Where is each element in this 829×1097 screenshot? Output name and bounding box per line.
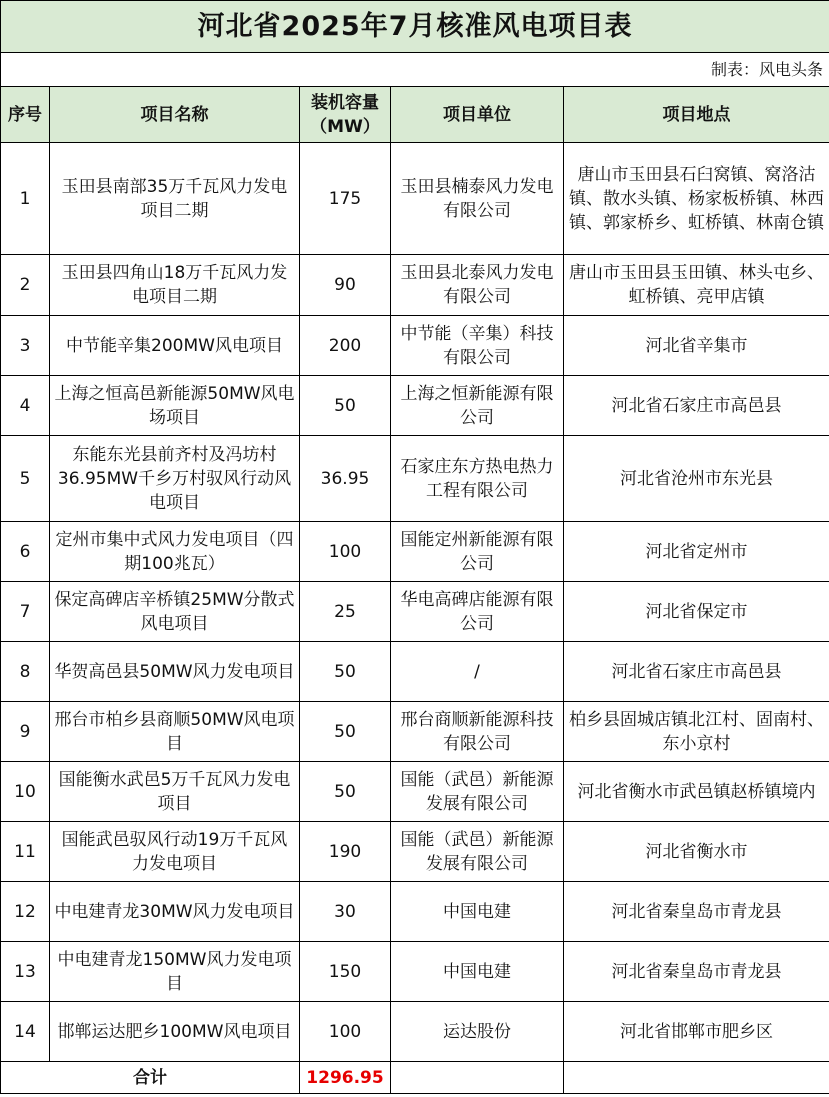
cell-name: 上海之恒高邑新能源50MW风电场项目 — [50, 376, 300, 436]
cell-location: 河北省邯郸市肥乡区 — [564, 1002, 829, 1062]
total-empty-unit — [391, 1062, 564, 1094]
cell-seq: 10 — [1, 762, 50, 822]
table-row — [1, 762, 829, 822]
header-capacity-line1: 装机容量 — [311, 92, 379, 113]
cell-name: 定州市集中式风力发电项目（四期100兆瓦） — [50, 522, 300, 582]
cell-seq: 8 — [1, 642, 50, 702]
table-row — [1, 822, 829, 882]
cell-unit: 上海之恒新能源有限公司 — [391, 376, 564, 436]
cell-capacity: 150 — [300, 942, 391, 1002]
header-name: 项目名称 — [50, 87, 300, 143]
total-value: 1296.95 — [300, 1062, 391, 1094]
total-row — [1, 1062, 829, 1094]
cell-seq: 13 — [1, 942, 50, 1002]
cell-location: 河北省石家庄市高邑县 — [564, 376, 829, 436]
cell-capacity: 36.95 — [300, 436, 391, 522]
cell-seq: 11 — [1, 822, 50, 882]
cell-name: 玉田县四角山18万千瓦风力发电项目二期 — [50, 255, 300, 316]
cell-seq: 6 — [1, 522, 50, 582]
table-row — [1, 882, 829, 942]
cell-capacity: 25 — [300, 582, 391, 642]
table-row — [1, 582, 829, 642]
header-capacity — [300, 87, 391, 143]
cell-unit: 玉田县北泰风力发电有限公司 — [391, 255, 564, 316]
cell-unit: 玉田县楠泰风力发电有限公司 — [391, 143, 564, 255]
cell-seq: 2 — [1, 255, 50, 316]
header-location: 项目地点 — [564, 87, 829, 143]
header-seq: 序号 — [1, 87, 50, 143]
cell-seq: 4 — [1, 376, 50, 436]
cell-location: 河北省保定市 — [564, 582, 829, 642]
cell-location: 河北省衡水市武邑镇赵桥镇境内 — [564, 762, 829, 822]
table-row — [1, 942, 829, 1002]
table-row — [1, 255, 829, 316]
cell-capacity: 90 — [300, 255, 391, 316]
cell-capacity: 190 — [300, 822, 391, 882]
cell-unit: 国能（武邑）新能源发展有限公司 — [391, 822, 564, 882]
cell-capacity: 30 — [300, 882, 391, 942]
cell-name: 玉田县南部35万千瓦风力发电项目二期 — [50, 143, 300, 255]
cell-name: 邯郸运达肥乡100MW风电项目 — [50, 1002, 300, 1062]
table-row — [1, 143, 829, 255]
cell-name: 华贺高邑县50MW风力发电项目 — [50, 642, 300, 702]
cell-seq: 9 — [1, 702, 50, 762]
cell-capacity: 100 — [300, 1002, 391, 1062]
table-row — [1, 316, 829, 376]
cell-capacity: 50 — [300, 642, 391, 702]
cell-location: 河北省衡水市 — [564, 822, 829, 882]
cell-unit: 华电高碑店能源有限公司 — [391, 582, 564, 642]
table-row — [1, 642, 829, 702]
cell-location: 唐山市玉田县石臼窝镇、窝洛沽镇、散水头镇、杨家板桥镇、林西镇、郭家桥乡、虹桥镇、林南仓镇 — [564, 143, 829, 255]
cell-name: 中节能辛集200MW风电项目 — [50, 316, 300, 376]
cell-unit: 石家庄东方热电热力工程有限公司 — [391, 436, 564, 522]
total-empty-location — [564, 1062, 829, 1094]
header-unit: 项目单位 — [391, 87, 564, 143]
cell-capacity: 50 — [300, 762, 391, 822]
cell-seq: 5 — [1, 436, 50, 522]
table-row — [1, 436, 829, 522]
cell-unit: 运达股份 — [391, 1002, 564, 1062]
cell-location: 河北省辛集市 — [564, 316, 829, 376]
cell-name: 中电建青龙30MW风力发电项目 — [50, 882, 300, 942]
cell-location: 河北省秦皇岛市青龙县 — [564, 942, 829, 1002]
header-row — [1, 87, 829, 143]
cell-name: 国能武邑驭风行动19万千瓦风力发电项目 — [50, 822, 300, 882]
cell-unit: / — [391, 642, 564, 702]
cell-name: 东能东光县前齐村及冯坊村36.95MW千乡万村驭风行动风电项目 — [50, 436, 300, 522]
cell-unit: 邢台商顺新能源科技有限公司 — [391, 702, 564, 762]
cell-seq: 14 — [1, 1002, 50, 1062]
cell-capacity: 175 — [300, 143, 391, 255]
table-title: 河北省2025年7月核准风电项目表 — [1, 1, 829, 53]
cell-seq: 7 — [1, 582, 50, 642]
cell-name: 中电建青龙150MW风力发电项目 — [50, 942, 300, 1002]
cell-location: 唐山市玉田县玉田镇、林头屯乡、虹桥镇、亮甲店镇 — [564, 255, 829, 316]
cell-capacity: 50 — [300, 376, 391, 436]
cell-name: 邢台市柏乡县商顺50MW风电项目 — [50, 702, 300, 762]
cell-name: 国能衡水武邑5万千瓦风力发电项目 — [50, 762, 300, 822]
cell-unit: 中国电建 — [391, 942, 564, 1002]
cell-name: 保定高碑店辛桥镇25MW分散式风电项目 — [50, 582, 300, 642]
table-row — [1, 376, 829, 436]
table-maker: 制表：风电头条 — [1, 53, 829, 87]
total-label: 合计 — [1, 1062, 300, 1094]
table-row — [1, 522, 829, 582]
cell-location: 柏乡县固城店镇北江村、固南村、东小京村 — [564, 702, 829, 762]
cell-unit: 国能（武邑）新能源发展有限公司 — [391, 762, 564, 822]
header-capacity-line2: （MW） — [310, 116, 380, 137]
cell-unit: 中国电建 — [391, 882, 564, 942]
cell-unit: 中节能（辛集）科技有限公司 — [391, 316, 564, 376]
cell-seq: 3 — [1, 316, 50, 376]
table-row — [1, 1002, 829, 1062]
cell-location: 河北省定州市 — [564, 522, 829, 582]
cell-seq: 12 — [1, 882, 50, 942]
cell-seq: 1 — [1, 143, 50, 255]
cell-location: 河北省秦皇岛市青龙县 — [564, 882, 829, 942]
cell-capacity: 200 — [300, 316, 391, 376]
cell-capacity: 50 — [300, 702, 391, 762]
cell-capacity: 100 — [300, 522, 391, 582]
table-body — [1, 143, 829, 1062]
table-row — [1, 702, 829, 762]
cell-location: 河北省沧州市东光县 — [564, 436, 829, 522]
cell-unit: 国能定州新能源有限公司 — [391, 522, 564, 582]
cell-location: 河北省石家庄市高邑县 — [564, 642, 829, 702]
